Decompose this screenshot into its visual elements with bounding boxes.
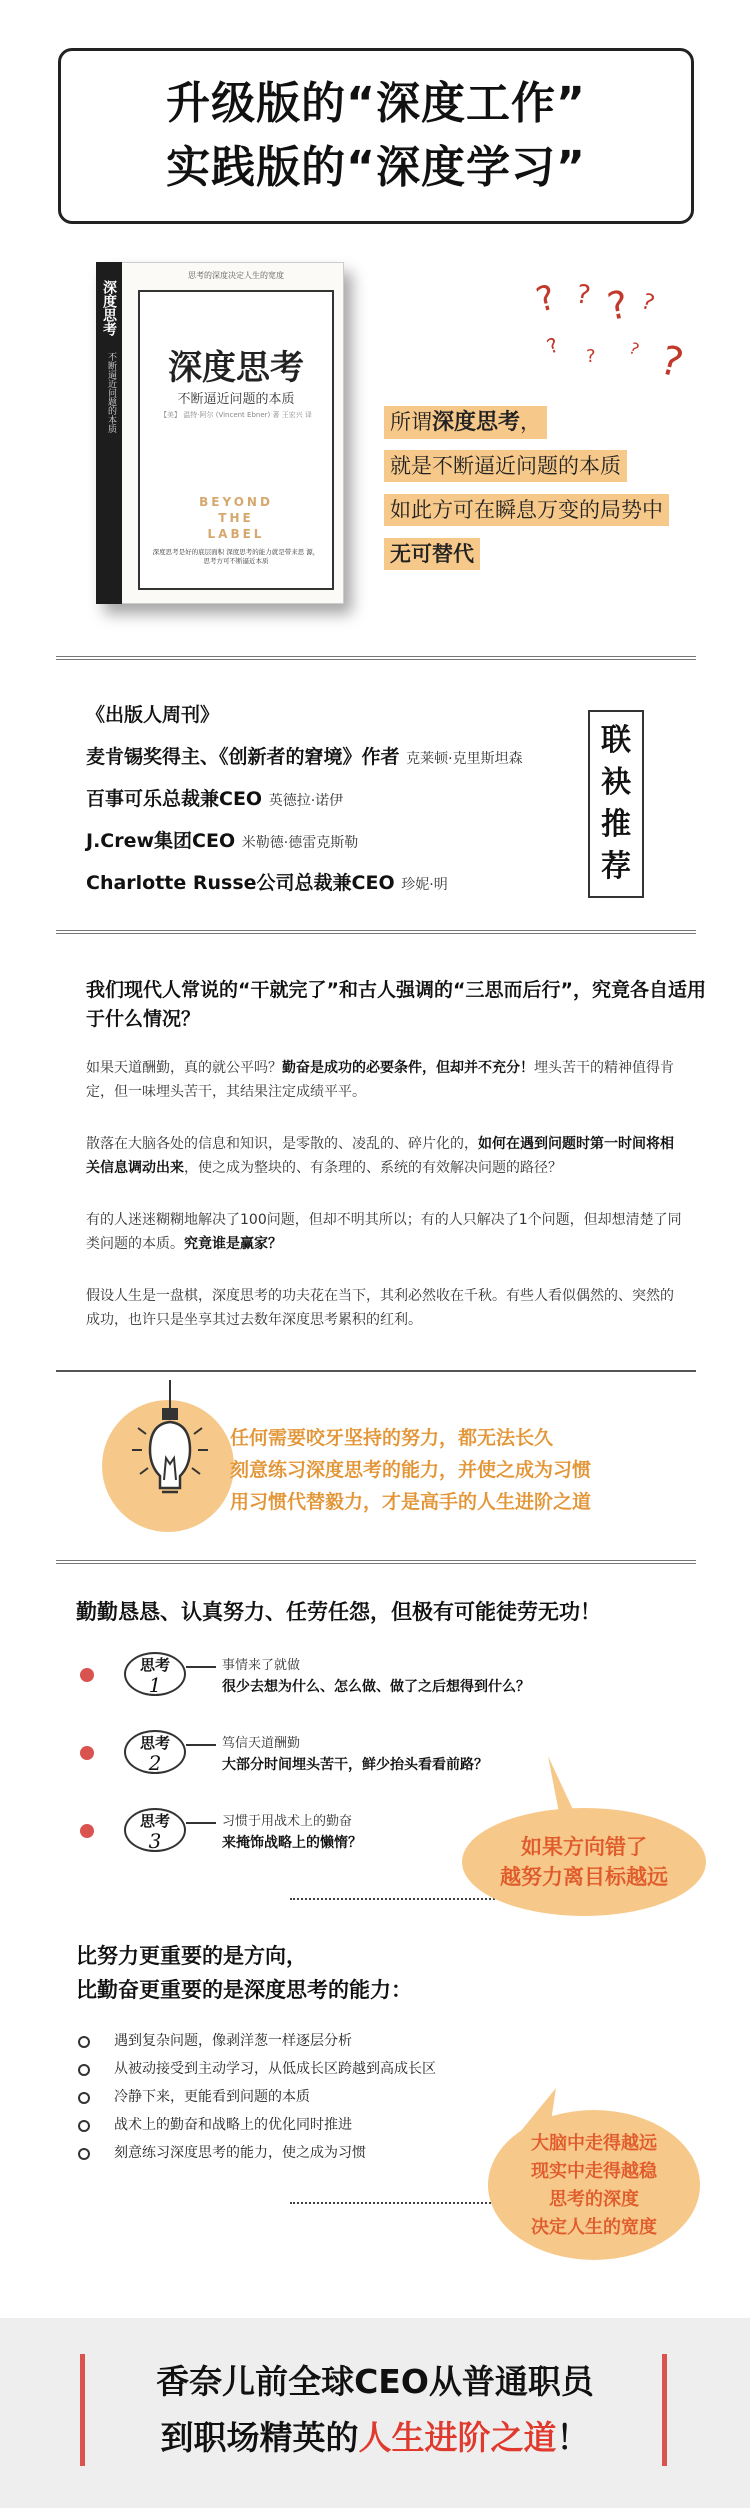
divider xyxy=(56,1560,696,1564)
recommend-item: Charlotte Russe公司总裁兼CEO 珍妮·明 xyxy=(86,872,448,894)
book-label-line: LABEL xyxy=(207,527,265,541)
bulb-line: 用习惯代替毅力，才是高手的人生进阶之道 xyxy=(230,1491,592,1513)
book-spine-subtitle: 不断逼近问题的本质 xyxy=(106,352,116,433)
book-author: 【美】 温特·阿尔 (Vincent Ebner) 著 王宏兴 译 xyxy=(160,411,312,419)
section4-heading-2: 比勤奋更重要的是深度思考的能力： xyxy=(76,1978,412,2002)
book-top-text: 思考的深度决定人生的宽度 xyxy=(188,271,284,280)
badge-char: 荐 xyxy=(601,849,631,884)
svg-text:?: ? xyxy=(603,282,632,329)
svg-text:?: ? xyxy=(543,332,562,359)
think-3-question: 来掩饰战略上的懒惰？ xyxy=(222,1835,362,1851)
headline-line-1: 升级版的“深度工作” xyxy=(166,78,586,129)
svg-text:?: ? xyxy=(655,337,688,388)
highlight-line-2: 就是不断逼近问题的本质 xyxy=(384,450,627,482)
bubble-line: 现实中走得越稳 xyxy=(531,2161,657,2182)
bubble-line: 如果方向错了 xyxy=(521,1835,647,1859)
list-item: 冷静下来，更能看到问题的本质 xyxy=(114,2089,310,2105)
bullet-ring xyxy=(78,2120,90,2132)
dotted-divider xyxy=(290,2202,510,2204)
bullet-ring xyxy=(78,2092,90,2104)
highlight-line-4: 无可替代 xyxy=(384,538,480,570)
svg-text:?: ? xyxy=(531,277,560,321)
speech-bubble-depth xyxy=(488,2110,700,2260)
bulb-line: 刻意练习深度思考的能力，并使之成为习惯 xyxy=(230,1459,592,1481)
think-1-text: 事情来了就做 xyxy=(222,1658,301,1673)
recommend-item: 麦肯锡奖得主、《创新者的窘境》作者 克莱顿·克里斯坦森 xyxy=(86,746,523,768)
think-1-question: 很少去想为什么、怎么做、做了之后想得到什么？ xyxy=(222,1679,530,1695)
bullet-dot xyxy=(80,1746,94,1760)
connector-line xyxy=(186,1666,216,1668)
list-item: 刻意练习深度思考的能力，使之成为习惯 xyxy=(114,2145,366,2161)
bubble-line: 越努力离目标越远 xyxy=(500,1865,668,1889)
connector-line xyxy=(186,1822,216,1824)
intro-paragraph-4: 假设人生是一盘棋，深度思考的功夫花在当下，其利必然收在千秋。有些人看似偶然的、突然的成功，也许只是坐享其过去数年深度思考累积的红利。 xyxy=(86,1288,674,1328)
divider xyxy=(56,1370,696,1372)
footer-line-1: 香奈儿前全球CEO从普通职员 xyxy=(156,2362,594,2401)
think-2-text: 笃信天道酬勤 xyxy=(222,1736,301,1751)
think-badge-1: 思考 1 xyxy=(124,1652,186,1696)
intro-question: 我们现代人常说的“干就完了”和古人强调的“三思而后行”，究竟各自适用于什么情况？ xyxy=(86,979,706,1030)
bullet-dot xyxy=(80,1668,94,1682)
list-item: 从被动接受到主动学习，从低成长区跨越到高成长区 xyxy=(114,2061,436,2077)
dotted-divider xyxy=(290,1898,510,1900)
book-subtitle: 不断逼近问题的本质 xyxy=(177,392,295,407)
list-item: 战术上的勤奋和战略上的优化同时推进 xyxy=(114,2117,352,2133)
recommend-item: 百事可乐总裁兼CEO 英德拉·诺伊 xyxy=(86,788,344,810)
bulb-line: 任何需要咬牙坚持的努力，都无法长久 xyxy=(230,1427,554,1449)
book-label-line: BEYOND xyxy=(199,495,273,509)
svg-text:?: ? xyxy=(637,289,658,317)
highlight-line-3: 如此方可在瞬息万变的局势中 xyxy=(384,494,669,526)
highlight-line-1: 所谓深度思考， xyxy=(384,406,547,438)
svg-text:?: ? xyxy=(626,338,643,360)
book-spine xyxy=(96,262,122,604)
think-badge-2: 思考 2 xyxy=(124,1730,186,1774)
bullet-ring xyxy=(78,2148,90,2160)
svg-text:?: ? xyxy=(573,279,593,312)
divider xyxy=(56,930,696,934)
intro-paragraph-2: 散落在大脑各处的信息和知识，是零散的、凌乱的、碎片化的，如何在遇到问题时第一时间将相关信息调动出来，使之成为整块的、有条理的、系统的有效解决问题的路径？ xyxy=(86,1136,674,1176)
think-3-text: 习惯于用战术上的勤奋 xyxy=(222,1814,353,1829)
bulb-text xyxy=(230,1422,710,1518)
bubble-line: 大脑中走得越远 xyxy=(531,2133,657,2154)
think-2-question: 大部分时间埋头苦干，鲜少抬头看看前路？ xyxy=(222,1757,488,1773)
bullet-ring xyxy=(78,2036,90,2048)
headline-line-2: 实践版的“深度学习” xyxy=(166,142,586,193)
section4-heading-1: 比努力更重要的是方向， xyxy=(76,1944,307,1968)
recommend-item: 《出版人周刊》 xyxy=(86,704,220,726)
lightbulb-icon xyxy=(120,1380,220,1530)
book-spine-title: 深度思考 xyxy=(101,280,117,336)
svg-text:?: ? xyxy=(586,346,596,367)
bubble-line: 决定人生的宽度 xyxy=(531,2217,657,2238)
intro-paragraph-1: 如果天道酬勤，真的就公平吗？勤奋是成功的必要条件，但却并不充分！埋头苦干的精神值得肯定，但一味埋头苦干，其结果注定成绩平平。 xyxy=(86,1060,674,1100)
book-label xyxy=(138,494,334,542)
bullet-ring xyxy=(78,2064,90,2076)
divider xyxy=(56,656,696,660)
book-frame xyxy=(138,290,334,590)
footer-line-2: 到职场精英的人生进阶之道！ xyxy=(160,2418,590,2457)
book-label-line: THE xyxy=(218,511,254,525)
recommend-item: J.Crew集团CEO 米勒德·德雷克斯勒 xyxy=(86,830,359,852)
headline-box xyxy=(58,48,694,224)
recommend-badge xyxy=(588,710,644,898)
intro-paragraph-3: 有的人迷迷糊糊地解决了100问题，但却不明其所以；有的人只解决了1个问题，但却想清楚了同类问题的本质。究竟谁是赢家？ xyxy=(86,1212,682,1252)
badge-char: 袂 xyxy=(601,765,631,800)
badge-char: 推 xyxy=(601,807,631,842)
book-description: 深度思考是好的底层面积 深度思考的能力就是带来思 源，思考方可不断逼近本质 xyxy=(152,548,320,565)
book-title: 深度思考 xyxy=(168,348,304,388)
bubble-line: 思考的深度 xyxy=(549,2189,639,2210)
list-item: 遇到复杂问题，像剥洋葱一样逐层分析 xyxy=(114,2033,352,2049)
bullet-dot xyxy=(80,1824,94,1838)
section3-heading: 勤勤恳恳、认真努力、任劳任怨，但极有可能徒劳无功！ xyxy=(76,1600,601,1624)
speech-bubble-direction xyxy=(462,1808,706,1916)
question-marks-icon xyxy=(520,262,690,392)
think-badge-3: 思考 3 xyxy=(124,1808,186,1852)
badge-char: 联 xyxy=(601,723,631,758)
connector-line xyxy=(186,1744,216,1746)
